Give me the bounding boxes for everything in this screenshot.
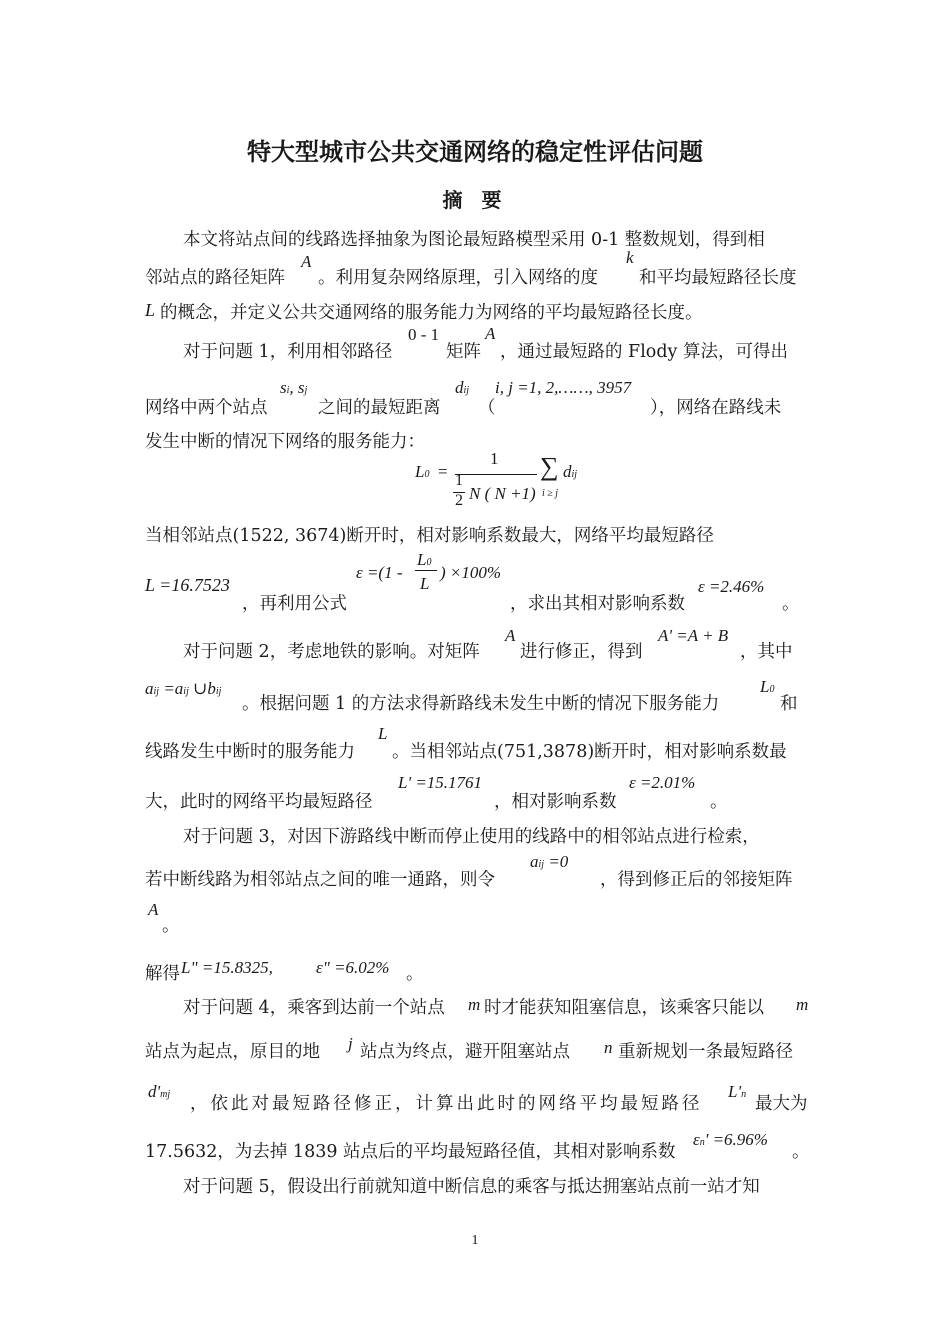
symbol-j: j	[348, 1034, 353, 1053]
symbol-A: A	[505, 626, 516, 645]
p5-line1a: 对于问题 4，乘客到达前一个站点	[183, 998, 445, 1018]
index-range: i, j =1, 2,……, 3957	[495, 378, 632, 397]
p3-text: ，相对影响系数	[494, 792, 617, 812]
eq-epsilon: ε =2.01%	[629, 773, 696, 792]
p5-line3: ，依此对最短路径修正，计算出此时的网络平均最短路径	[190, 1094, 703, 1114]
p3-text: ，其中	[740, 642, 793, 662]
p5-line4a: 17.5632，为去掉 1839 站点后的平均最短路径值，其相对影响系数	[145, 1142, 676, 1162]
p3-text: 进行修正，得到	[520, 642, 643, 662]
page-number: 1	[471, 1233, 479, 1248]
p5-text: 最大为	[755, 1094, 808, 1114]
p2-text: 。	[782, 594, 800, 614]
p1-line1: 本文将站点间的线路选择抽象为图论最短路模型采用 0-1 整数规划，得到相	[183, 230, 765, 250]
p4-line1: 对于问题 3，对因下游路线中断而停止使用的线路中的相邻站点进行检索，	[183, 827, 760, 847]
p4-text: 。	[162, 916, 180, 936]
symbol-A: A	[301, 252, 312, 271]
p3-text: 。	[710, 792, 728, 812]
p5-text: 。	[792, 1142, 810, 1162]
p3-text: 和	[780, 694, 798, 714]
eq-aij: aij =aij ∪bij	[145, 679, 222, 698]
p2-line1a: 对于问题 1，利用相邻路径	[183, 342, 393, 362]
eq-Lprime: L' =15.1761	[398, 773, 483, 792]
paren-open: （	[478, 398, 496, 418]
p5-line2a: 站点为起点，原目的地	[145, 1042, 320, 1062]
eq-Ldoubleprime: L" =15.8325,	[181, 958, 273, 977]
eq-aij-zero: aij =0	[530, 852, 569, 871]
symbol-Lprime: L	[378, 724, 388, 743]
p1-text: 和平均最短路径长度	[639, 268, 797, 288]
eq-epsilon: ε" =6.02%	[316, 958, 390, 977]
symbol-dmj: d'mj	[148, 1082, 171, 1101]
p2-line4: 当相邻站点(1522, 3674)断开时，相对影响系数最大，网络平均最短路径	[145, 526, 714, 546]
symbol-n: n	[604, 1038, 613, 1057]
p3-line3a: 线路发生中断时的服务能力	[145, 742, 355, 762]
symbol-m: m	[796, 995, 809, 1014]
symbol-Ln: L'n	[728, 1082, 747, 1101]
p1-line3: 的概念，并定义公共交通网络的服务能力为网络的平均最短路径长度。	[160, 303, 703, 323]
p2-text: 矩阵	[446, 342, 481, 362]
p2-text: ，再利用公式	[242, 594, 347, 614]
p2-text: 之间的最短距离	[318, 398, 441, 418]
symbol-01: 0 - 1	[408, 325, 440, 344]
symbol-m: m	[468, 995, 481, 1014]
eq-epsilon-n: εn' =6.96%	[693, 1130, 768, 1149]
eq-epsilon: ε =2.46%	[698, 577, 765, 596]
symbol-A: A	[485, 324, 496, 343]
p5-text: 时才能获知阻塞信息，该乘客只能以	[484, 998, 764, 1018]
document-page: 特大型城市公共交通网络的稳定性评估问题 摘 要 本文将站点间的线路选择抽象为图论最短路模型采用 0-1 整数规划，得到相 邻站点的路径矩阵 A 。利用复杂网络原理，引入网络的度 k 和平均最短路径长度 L 的概念，并定义公共交通网络的服务能力为网络的平均最短路径长度。 对于问题 1，利用相邻路径 0 - 1 矩阵 A ，通过最短路的 Flody 算法，可得出 网络中两个站点 si, sj 之间的最短距离 dij （ i, j =1, 2,……, 3957 ），网络在路线未 发生中断的情况下网络的服务能力： L0 = 1 1 2 N ( N +1) ∑ i ≥ j dij 当相邻站点(1522, 3674)断开时，相对影响系数最大，网络平均最短路径 L =16.7523 ，再利用公式 ε =(1 - L0 L ) ×100% ，求出其相对影响系数 ε =2.46% 。 对于问题 2，考虑地铁的影响。对矩阵 A 进行修正，得到 A' =A + B ，其中 aij =aij ∪bij 。根据问题 1 的方法求得新路线未发生中断的情况下服务能力 L0 和 线路发生中断时的服务能力 L 。当相邻站点(751,3878)断开时，相对影响系数最 大，此时的网络平均最短路径 L' =15.1761 ，相对影响系数 ε =2.01% 。 对于问题 3，对因下游路线中断而停止使用的线路中的相邻站点进行检索， 若中断线路为相邻站点之间的唯一通路，则令 aij =0 ，得到修正后的邻接矩阵 A 。 解得 L" =15.8325, ε" =6.02% 。 对于问题 4，乘客到达前一个站点 m 时才能获知阻塞信息，该乘客只能以 m 站点为起点，原目的地 j 站点为终点，避开阻塞站点 n 重新规划一条最短路径 d'mj ，依此对最短路径修正，计算出此时的网络平均最短路径 L'n 最大为 17.5632，为去掉 1839 站点后的平均最短路径值，其相对影响系数 εn' =6.96% 。 对于问题 5，假设出行前就知道中断信息的乘客与抵达拥塞站点前一站才知 1	[0, 0, 950, 1344]
p2-text: ，通过最短路的 Flody 算法，可得出	[500, 342, 788, 362]
p3-line4a: 大，此时的网络平均最短路径	[145, 792, 373, 812]
p2-line3: 发生中断的情况下网络的服务能力：	[145, 432, 425, 452]
p2-text: ，求出其相对影响系数	[510, 594, 685, 614]
paper-title: 特大型城市公共交通网络的稳定性评估问题	[247, 138, 703, 166]
p3-line1a: 对于问题 2，考虑地铁的影响。对矩阵	[183, 642, 480, 662]
p1-text: 。利用复杂网络原理，引入网络的度	[318, 268, 598, 288]
p4-line4a: 解得	[145, 964, 180, 984]
p4-text: 。	[406, 964, 424, 984]
p1-line2	[145, 266, 285, 290]
p1-text: 邻站点的路径矩阵	[145, 268, 285, 288]
p2-text: ），网络在路线未	[650, 398, 782, 418]
symbol-k: k	[626, 248, 634, 267]
p3-text: 。当相邻站点(751,3878)断开时，相对影响系数最	[392, 742, 787, 762]
p6-line1: 对于问题 5，假设出行前就知道中断信息的乘客与抵达拥塞站点前一站才知	[183, 1177, 760, 1197]
symbol-s: si, sj	[280, 378, 308, 397]
p4-line2a: 若中断线路为相邻站点之间的唯一通路，则令	[145, 870, 495, 890]
p2-line2a: 网络中两个站点	[145, 398, 268, 418]
p5-text: 站点为终点，避开阻塞站点	[360, 1042, 570, 1062]
symbol-dij: dij	[455, 378, 470, 397]
symbol-L0prime: L0	[760, 677, 775, 696]
abstract-heading: 摘 要	[442, 188, 508, 212]
eq-L: L =16.7523	[145, 575, 230, 595]
p3-text: 。根据问题 1 的方法求得新路线未发生中断的情况下服务能力	[242, 694, 720, 714]
eq-Aprime: A' =A + B	[658, 626, 729, 645]
symbol-A: A	[148, 900, 159, 919]
p5-text: 重新规划一条最短路径	[618, 1042, 793, 1062]
p4-text: ，得到修正后的邻接矩阵	[600, 870, 793, 890]
symbol-L: L	[145, 300, 156, 320]
